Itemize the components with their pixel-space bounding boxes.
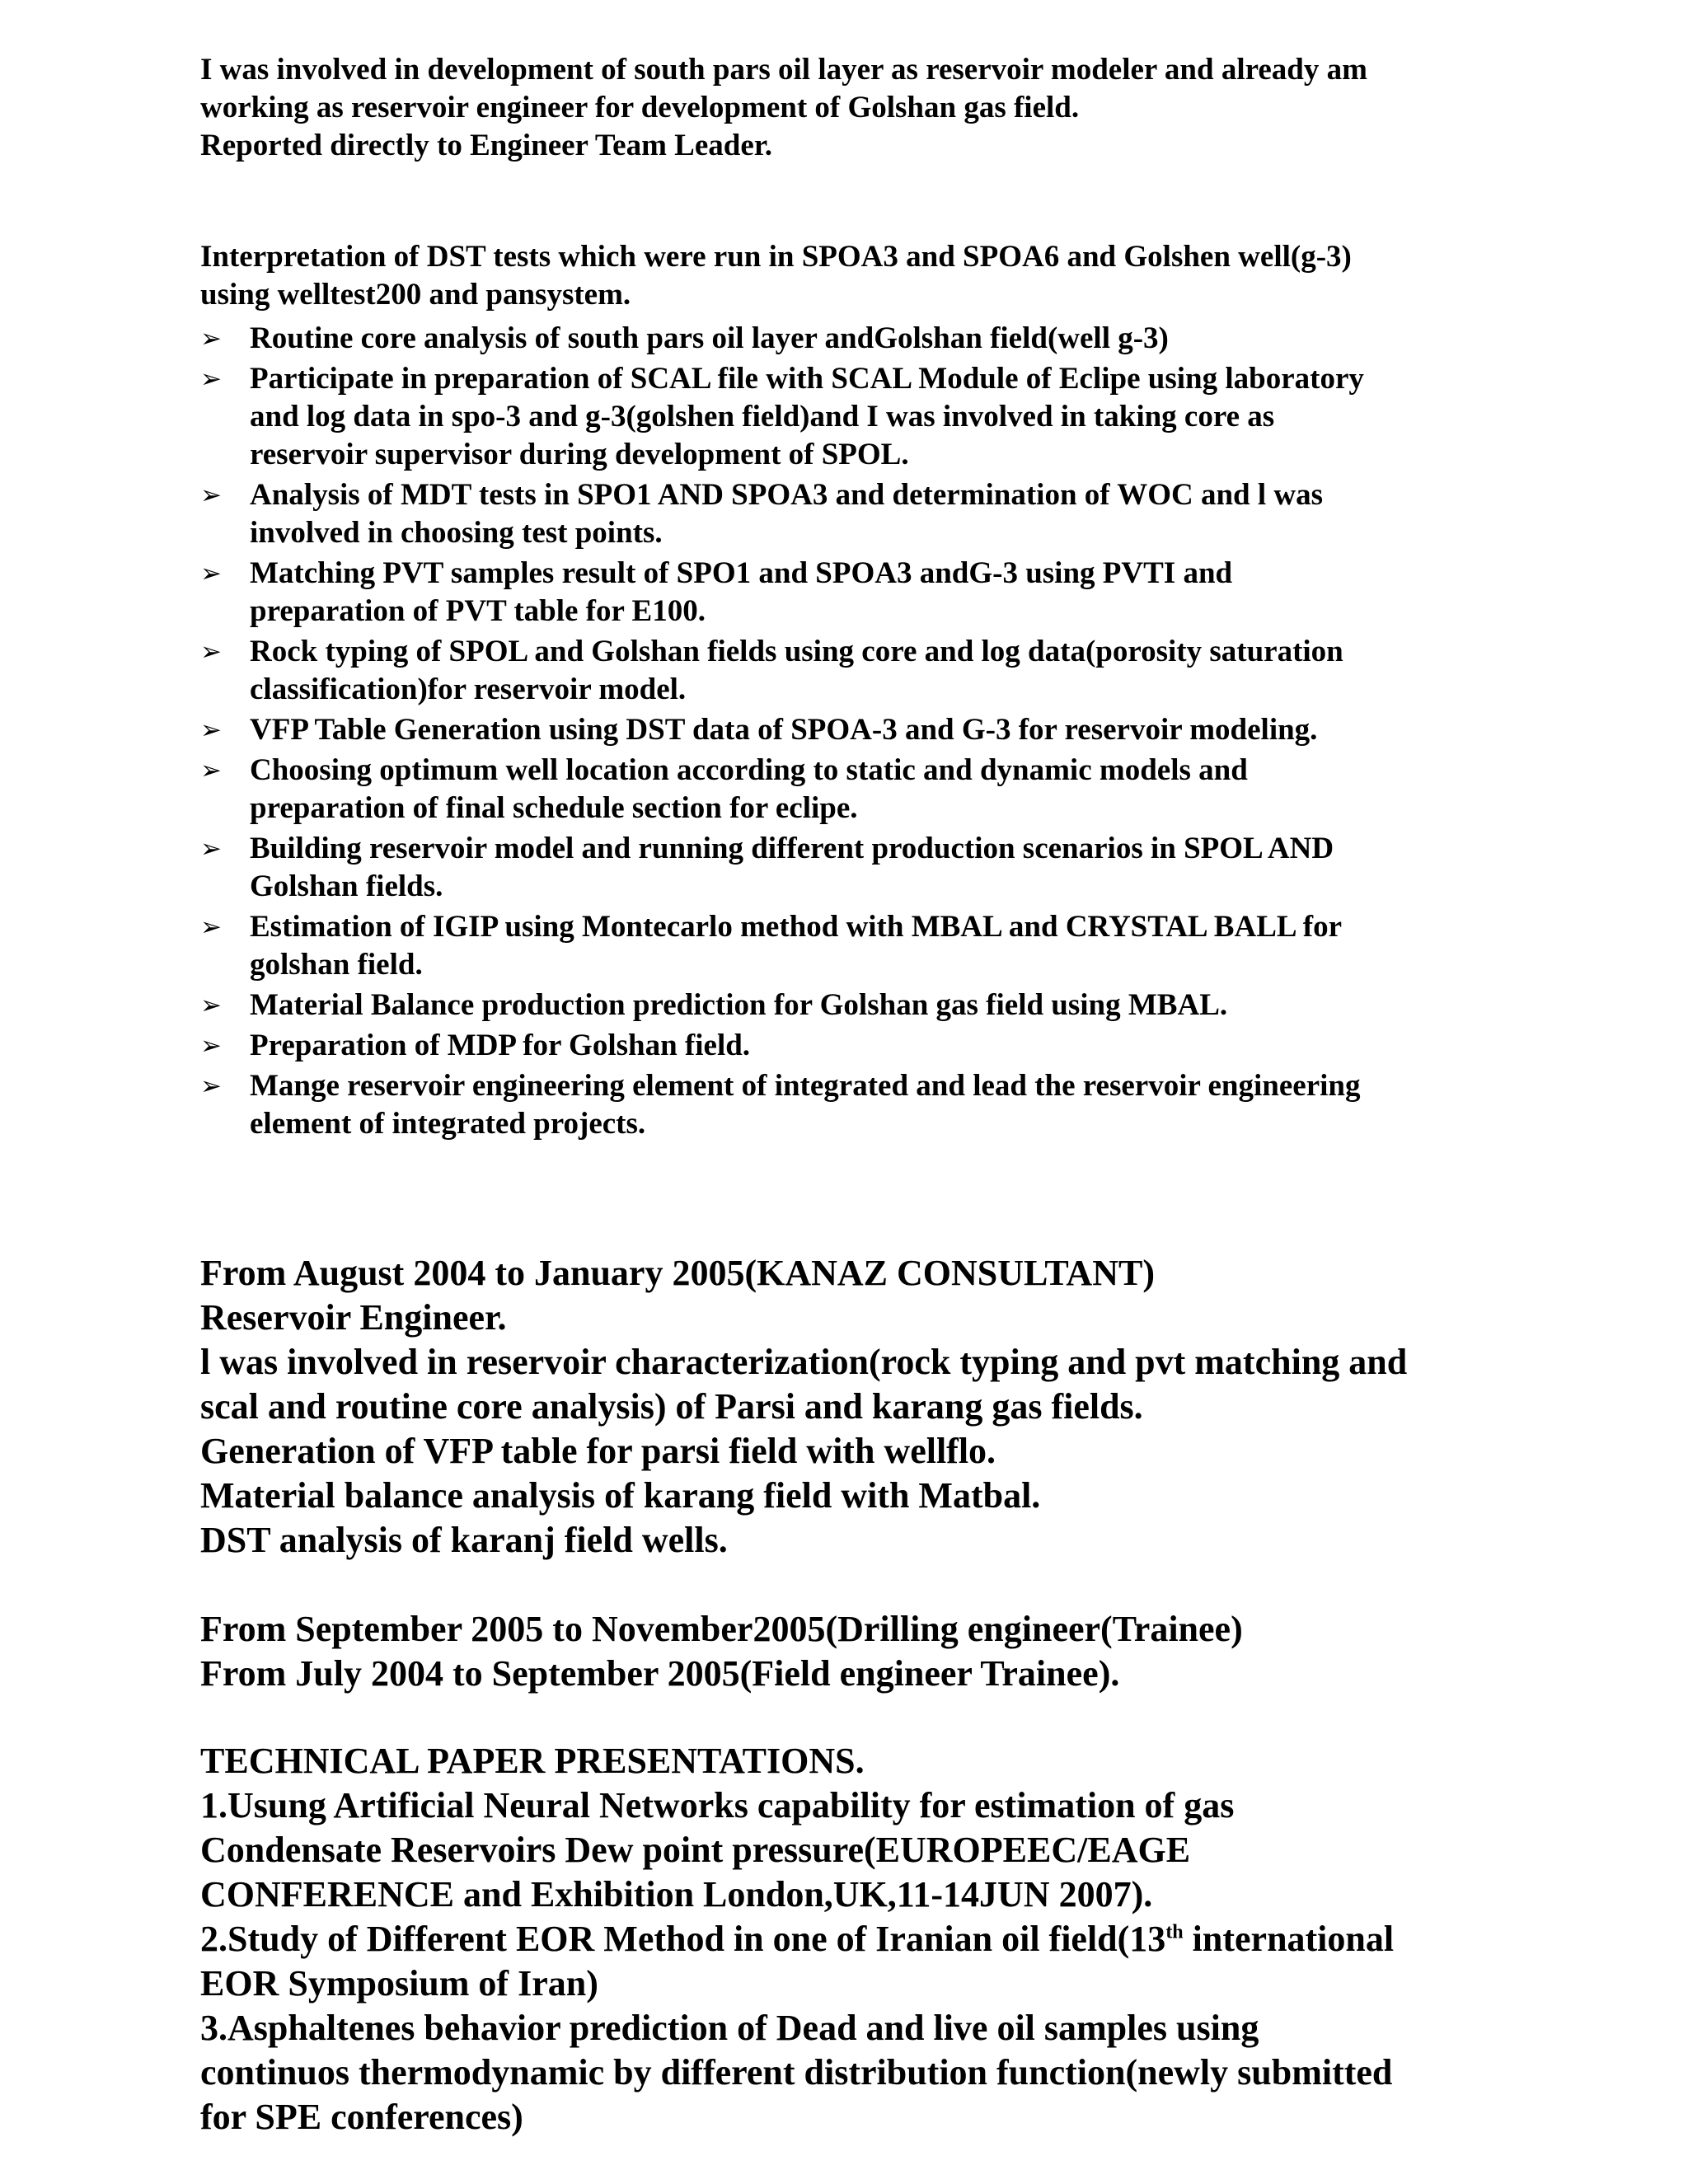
intro-paragraph [200, 51, 1503, 165]
responsibility-line: Estimation of IGIP using Montecarlo method with MBAL and CRYSTAL BALL for [250, 910, 1343, 944]
kanaz-line: l was involved in reservoir characterization(rock typing and pvt matching and [200, 1342, 1408, 1382]
responsibility-line: and log data in spo-3 and g-3(golshen field)and I was involved in taking core as [250, 400, 1275, 434]
paper-1-line: Condensate Reservoirs Dew point pressure(EUROPEEC/EAGE [200, 1830, 1191, 1870]
trainee-line: From September 2005 to November2005(Drilling engineer(Trainee) [200, 1609, 1243, 1649]
responsibility-item [200, 908, 1552, 984]
responsibility-item [200, 360, 1552, 474]
responsibility-line: Building reservoir model and running different production scenarios in SPOL AND [250, 832, 1334, 865]
paper-3-line: 3.Asphaltenes behavior prediction of Dead and live oil samples using [200, 2008, 1259, 2048]
responsibility-item [200, 987, 1552, 1024]
responsibility-line: Rock typing of SPOL and Golshan fields using core and log data(porosity saturation [250, 635, 1343, 668]
intro-line: Reported directly to Engineer Team Leader. [200, 129, 773, 162]
responsibility-line: Participate in preparation of SCAL file with SCAL Module of Eclipe using laboratory [250, 362, 1364, 396]
paper-2-superscript: th [1165, 1921, 1184, 1943]
kanaz-line: DST analysis of karanj field wells. [200, 1520, 728, 1560]
responsibility-item [200, 320, 1552, 358]
papers-heading: TECHNICAL PAPER PRESENTATIONS. [200, 1741, 865, 1781]
responsibility-line: classification)for reservoir model. [250, 673, 687, 706]
paper-1-line: 1.Usung Artificial Neural Networks capability for estimation of gas [200, 1785, 1235, 1825]
interpretation-line: using welltest200 and pansystem. [200, 278, 631, 312]
paper-2-line [200, 1917, 1503, 1961]
responsibility-item [200, 830, 1552, 906]
responsibility-line: Routine core analysis of south pars oil layer andGolshan field(well g-3) [250, 321, 1169, 355]
responsibility-line: element of integrated projects. [250, 1107, 646, 1141]
arrowhead-bullet-icon: ➢ [200, 480, 222, 510]
trainee-line: From July 2004 to September 2005(Field engineer Trainee). [200, 1653, 1120, 1694]
responsibility-item [200, 633, 1552, 709]
responsibility-line: Material Balance production prediction for Golshan gas field using MBAL. [250, 988, 1228, 1022]
paper-2-text: international [1183, 1919, 1395, 1959]
arrowhead-bullet-icon: ➢ [200, 715, 222, 745]
responsibility-item [200, 1027, 1552, 1065]
arrowhead-bullet-icon: ➢ [200, 991, 222, 1020]
responsibility-line: Mange reservoir engineering element of integrated and lead the reservoir engineering [250, 1069, 1361, 1103]
arrowhead-bullet-icon: ➢ [200, 364, 222, 394]
responsibilities-list [200, 320, 1552, 1146]
responsibility-item [200, 1067, 1552, 1143]
paper-2-line: EOR Symposium of Iran) [200, 1963, 598, 2004]
responsibility-line: involved in choosing test points. [250, 516, 663, 550]
interpretation-paragraph [200, 238, 1503, 314]
kanaz-line: Reservoir Engineer. [200, 1297, 507, 1338]
responsibility-line: VFP Table Generation using DST data of SPOA-3 and G-3 for reservoir modeling. [250, 713, 1318, 747]
responsibility-line: Golshan fields. [250, 869, 443, 903]
responsibility-line: Analysis of MDT tests in SPO1 AND SPOA3 and determination of WOC and l was [250, 478, 1323, 512]
kanaz-line: From August 2004 to January 2005(KANAZ CONSULTANT) [200, 1253, 1155, 1293]
responsibility-line: preparation of final schedule section for eclipe. [250, 791, 858, 825]
arrowhead-bullet-icon: ➢ [200, 912, 222, 942]
responsibility-line: golshan field. [250, 948, 423, 982]
arrowhead-bullet-icon: ➢ [200, 834, 222, 864]
arrowhead-bullet-icon: ➢ [200, 324, 222, 354]
responsibility-line: reservoir supervisor during development of SPOL. [250, 438, 909, 471]
kanaz-experience-section [200, 1251, 1503, 1563]
responsibility-item [200, 555, 1552, 630]
arrowhead-bullet-icon: ➢ [200, 756, 222, 785]
paper-3-line: for SPE conferences) [200, 2097, 523, 2137]
interpretation-line: Interpretation of DST tests which were run in SPOA3 and SPOA6 and Golshen well(g-3) [200, 240, 1352, 274]
responsibility-item [200, 711, 1552, 749]
arrowhead-bullet-icon: ➢ [200, 559, 222, 588]
responsibility-item [200, 476, 1552, 552]
paper-3-line: continuos thermodynamic by different distribution function(newly submitted [200, 2052, 1393, 2093]
arrowhead-bullet-icon: ➢ [200, 1071, 222, 1101]
kanaz-line: Generation of VFP table for parsi field with wellflo. [200, 1431, 996, 1471]
responsibility-line: Matching PVT samples result of SPO1 and SPOA3 andG-3 using PVTI and [250, 556, 1233, 590]
responsibility-line: preparation of PVT table for E100. [250, 594, 706, 628]
responsibility-line: Preparation of MDP for Golshan field. [250, 1029, 751, 1062]
trainee-section [200, 1607, 1503, 1696]
paper-1-line: CONFERENCE and Exhibition London,UK,11-14JUN 2007). [200, 1874, 1153, 1915]
kanaz-line: scal and routine core analysis) of Parsi and karang gas fields. [200, 1386, 1143, 1427]
kanaz-line: Material balance analysis of karang field with Matbal. [200, 1475, 1041, 1516]
technical-papers-section [200, 1739, 1503, 2139]
responsibility-line: Choosing optimum well location according to static and dynamic models and [250, 753, 1248, 787]
paper-2-text: 2.Study of Different EOR Method in one of Iranian oil field(13 [200, 1919, 1166, 1959]
intro-line: I was involved in development of south pars oil layer as reservoir modeler and already am [200, 53, 1367, 87]
intro-line: working as reservoir engineer for development of Golshan gas field. [200, 91, 1080, 124]
arrowhead-bullet-icon: ➢ [200, 1031, 222, 1061]
arrowhead-bullet-icon: ➢ [200, 637, 222, 667]
responsibility-item [200, 752, 1552, 827]
